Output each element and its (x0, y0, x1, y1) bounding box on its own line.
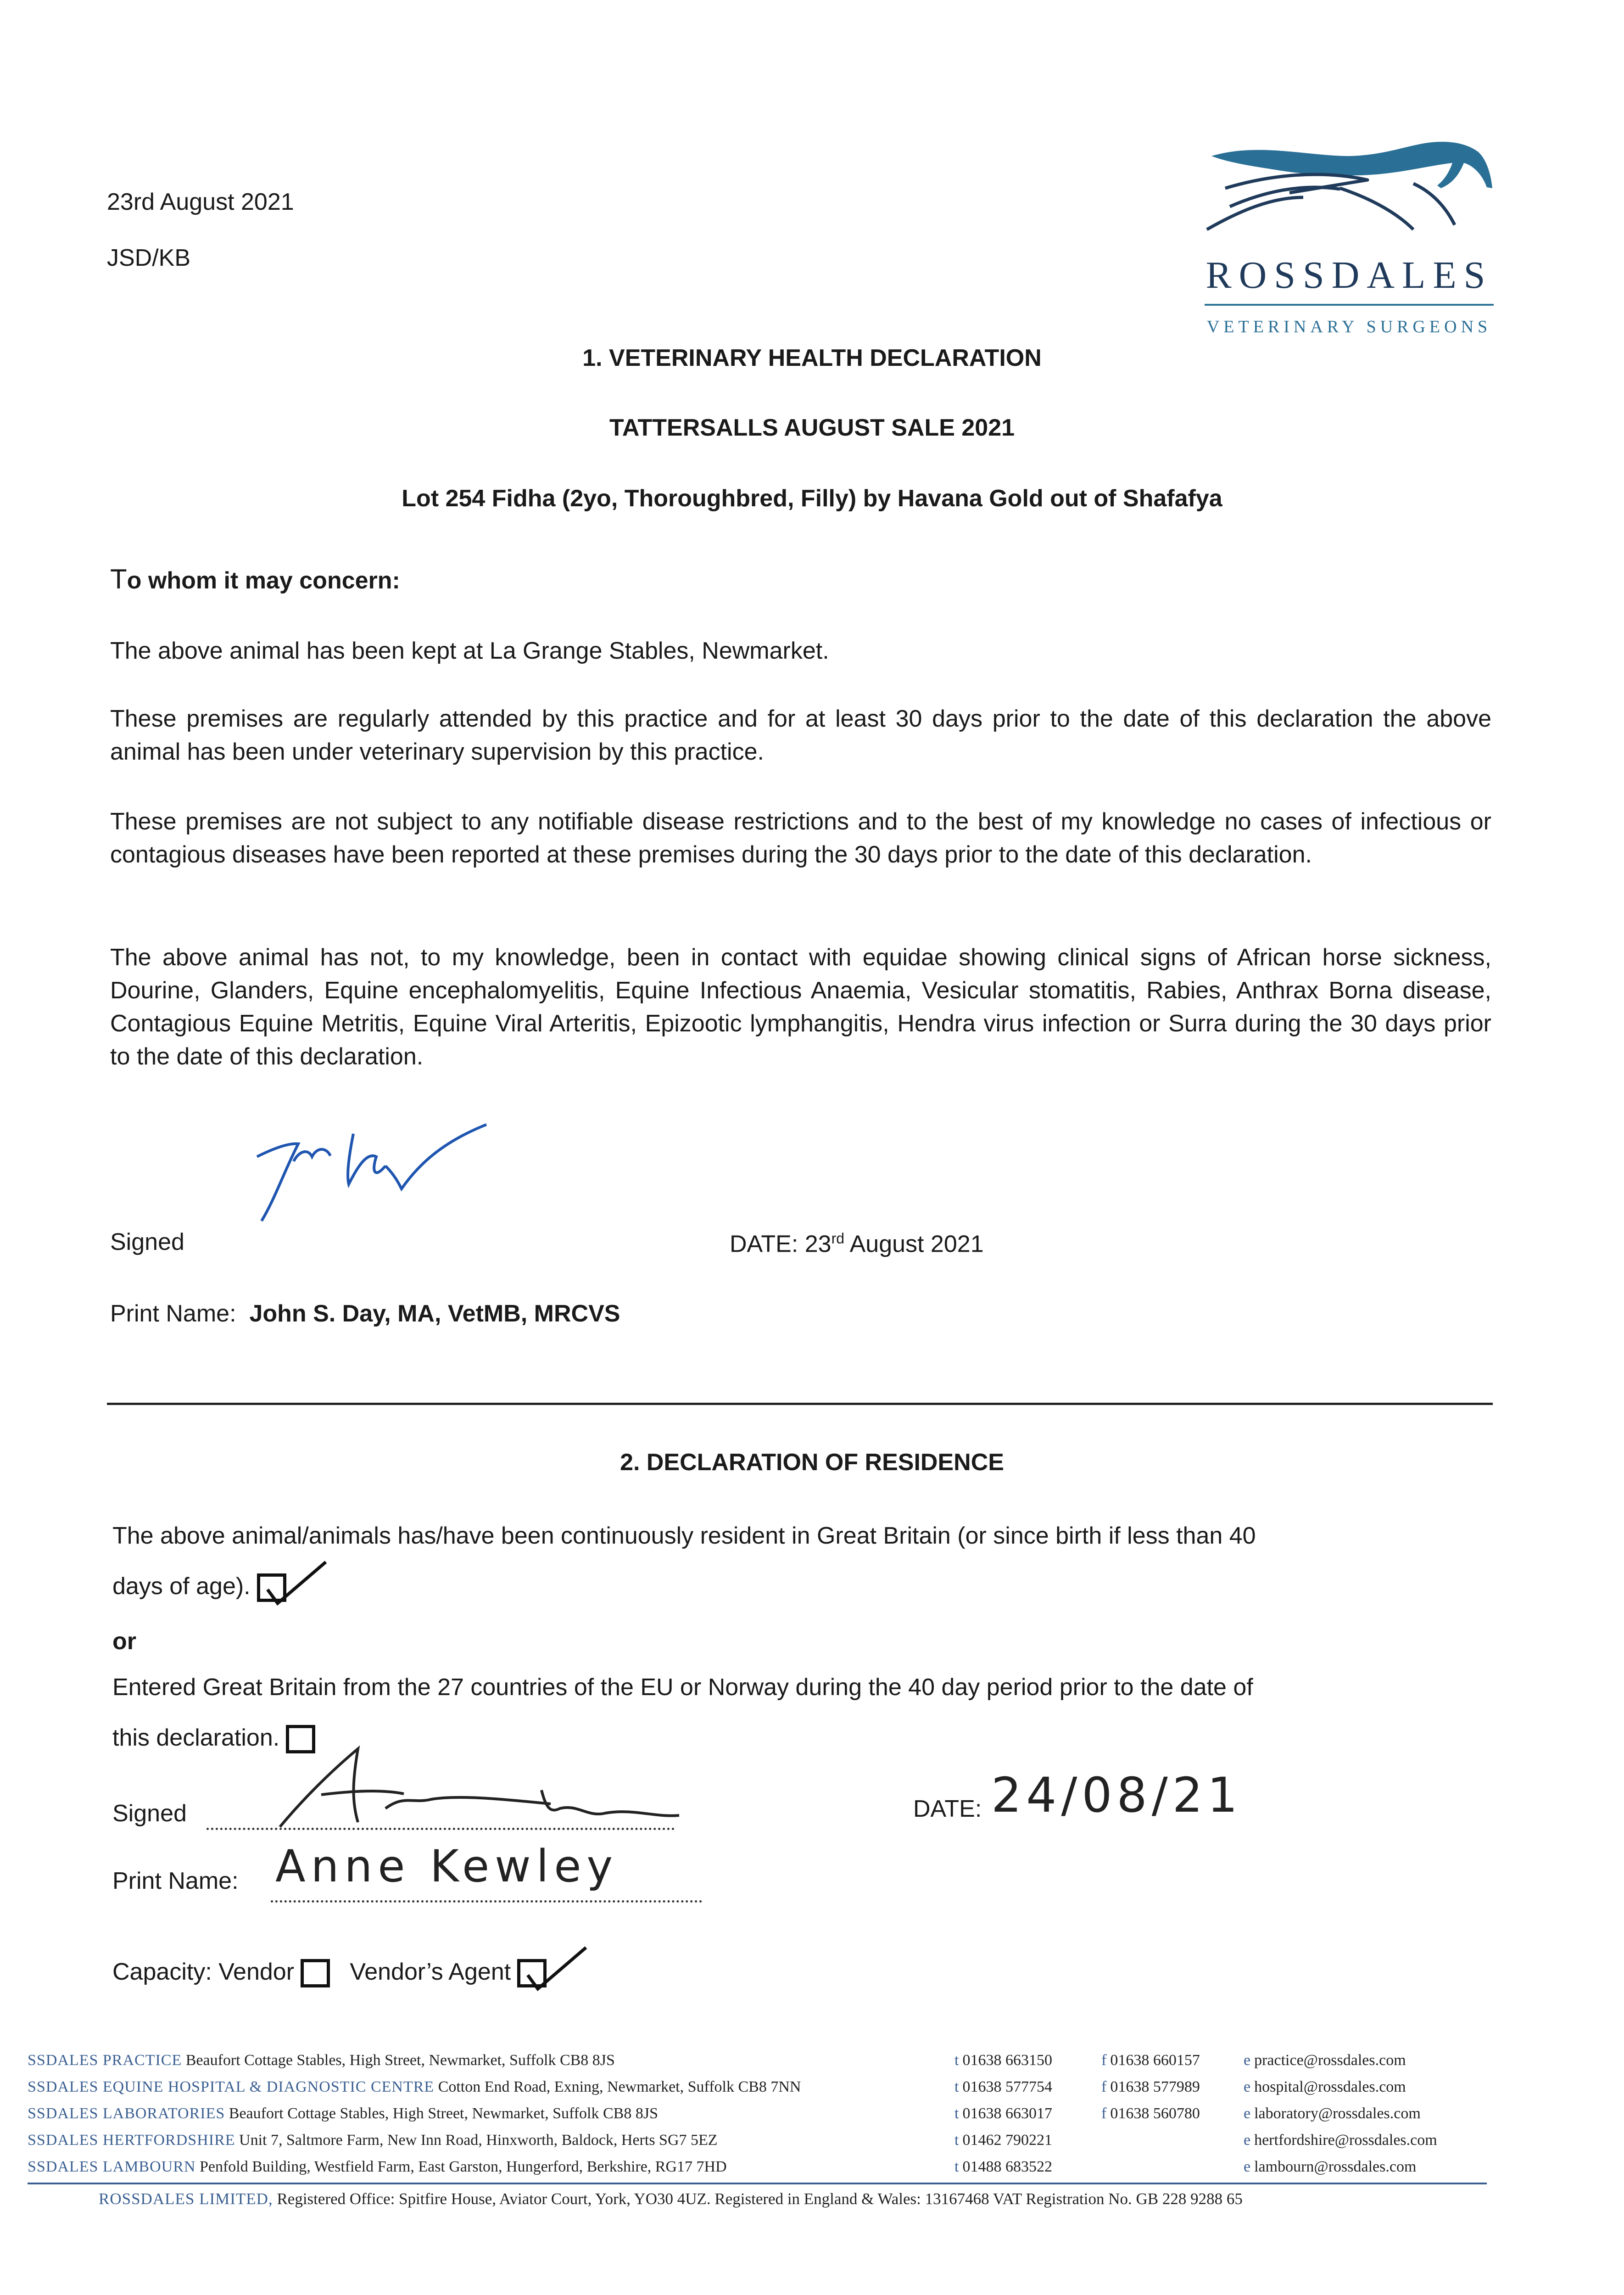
signed-label-1: Signed (110, 1229, 184, 1255)
email[interactable]: e lambourn@rossdales.com (1244, 2158, 1417, 2175)
fax: f 01638 560780 (1101, 2105, 1200, 2122)
or-label: or (112, 1628, 136, 1655)
salutation-text: o whom it may concern: (127, 567, 400, 594)
capacity-row (112, 1955, 547, 1988)
checkmark-icon (524, 1943, 588, 1993)
fax: f 01638 660157 (1101, 2052, 1200, 2069)
horse-logo-icon (1202, 138, 1496, 248)
salutation-initial: T (110, 564, 127, 594)
registered-text: Registered Office: Spitfire House, Aviator Court, York, YO30 4UZ. Registered in England & Wales: 13167468 VAT Registration No. GB 228 9288 65 (277, 2190, 1243, 2208)
brand-name: ROSSDALES (1205, 254, 1493, 297)
paragraph-1: The above animal has been kept at La Grange Stables, Newmarket. (110, 638, 829, 664)
vendor-signature (266, 1740, 698, 1831)
office-name: SSDALES LAMBOURN (28, 2158, 196, 2175)
email[interactable]: e laboratory@rossdales.com (1244, 2105, 1421, 2122)
office-address: Penfold Building, Westfield Farm, East Garston, Hungerford, Berkshire, RG17 7HD (199, 2158, 727, 2175)
option1-text-line2: days of age). (112, 1573, 251, 1600)
paragraph-3: These premises are not subject to any notifiable disease restrictions and to the best of my knowledge no cases of infectious or contagious diseases have been reported at these premises during the 30 days prior to the date of this declaration. (110, 808, 1491, 868)
email[interactable]: e hospital@rossdales.com (1244, 2078, 1406, 2095)
letter-date: 23rd August 2021 (107, 189, 294, 215)
footer-divider (28, 2183, 1487, 2184)
paragraph-2: These premises are regularly attended by this practice and for at least 30 days prior to the date of this declaration the above animal has been under veterinary supervision by this practice. (110, 705, 1491, 765)
section1-heading: 1. VETERINARY HEALTH DECLARATION (582, 345, 1042, 371)
footer-row (28, 2154, 945, 2180)
footer-row (28, 2074, 945, 2100)
email[interactable]: e practice@rossdales.com (1244, 2052, 1406, 2069)
option1-text-line1: The above animal/animals has/have been continuously resident in Great Britain (or since birth if less than 40 (112, 1523, 1256, 1549)
print-name-2-label: Print Name: (112, 1868, 239, 1894)
option2-text-line1: Entered Great Britain from the 27 countries of the EU or Norway during the 40 day period prior to the date of (112, 1674, 1253, 1701)
date-1-label: DATE: 23 (730, 1231, 832, 1258)
option1-row (112, 1570, 286, 1603)
footer-row (28, 2047, 945, 2074)
print-name-1 (110, 1297, 620, 1330)
vet-signature (248, 1115, 505, 1235)
phone: t 01638 663150 (954, 2052, 1052, 2069)
office-address: Unit 7, Saltmore Farm, New Inn Road, Hinxworth, Baldock, Herts SG7 5EZ (239, 2132, 718, 2149)
date-2-label: DATE: (913, 1796, 982, 1822)
option2-text-line2: this declaration. (112, 1724, 280, 1751)
vendor-checkbox[interactable] (301, 1959, 330, 1987)
option1-checkbox[interactable] (257, 1573, 286, 1602)
office-name: SSDALES LABORATORIES (28, 2105, 225, 2122)
footer-offices (28, 2047, 1496, 2185)
print-name-2-value: Anne Kewley (275, 1841, 619, 1892)
checkmark-icon (264, 1557, 328, 1608)
section-divider (107, 1403, 1493, 1405)
office-name: SSDALES PRACTICE (28, 2052, 182, 2069)
office-name: SSDALES HERTFORDSHIRE (28, 2132, 235, 2149)
print-name-2 (112, 1864, 239, 1898)
date-1-rest: August 2021 (844, 1231, 984, 1258)
office-address: Cotton End Road, Exning, Newmarket, Suffolk CB8 7NN (438, 2078, 801, 2095)
salutation (110, 563, 400, 597)
registered-name: ROSSDALES LIMITED, (99, 2190, 273, 2208)
rossdales-logo (1202, 138, 1496, 349)
office-address: Beaufort Cottage Stables, High Street, Newmarket, Suffolk CB8 8JS (229, 2105, 658, 2122)
letter-reference: JSD/KB (107, 245, 191, 271)
paragraph-4: The above animal has not, to my knowledge, been in contact with equidae showing clinical signs of African horse sickness, Dourine, Glanders, Equine encephalomyelitis, Equine Infectious Anaemia, Vesicular stomatitis, Rabies, Anthrax Borna disease, Contagious Equine Metritis, Equine Viral Arteritis, Epizootic lymphangitis, Hendra virus infection or Surra during the 30 days prior to the date of this declaration. (110, 944, 1491, 1070)
date-1 (730, 1222, 984, 1260)
office-address: Beaufort Cottage Stables, High Street, Newmarket, Suffolk CB8 8JS (185, 2052, 615, 2069)
footer-row (28, 2100, 945, 2127)
phone: t 01488 683522 (954, 2158, 1052, 2175)
brand-divider (1205, 304, 1494, 306)
date-1-sup: rd (831, 1230, 845, 1247)
registered-office (99, 2186, 1243, 2212)
date-2-value: 24/08/21 (991, 1767, 1243, 1823)
print-name-1-label: Print Name: (110, 1300, 236, 1327)
email[interactable]: e hertfordshire@rossdales.com (1244, 2132, 1437, 2149)
section1-subheading: TATTERSALLS AUGUST SALE 2021 (609, 414, 1015, 441)
vendor-agent-checkbox[interactable] (517, 1959, 547, 1987)
phone: t 01638 663017 (954, 2105, 1052, 2122)
capacity-label: Capacity: Vendor (112, 1959, 295, 1985)
brand-tagline: VETERINARY SURGEONS (1206, 317, 1492, 336)
footer-row (28, 2127, 945, 2154)
phone: t 01462 790221 (954, 2132, 1052, 2149)
vendor-agent-label: Vendor’s Agent (350, 1959, 511, 1985)
fax: f 01638 577989 (1101, 2078, 1200, 2095)
print-name-1-value: John S. Day, MA, VetMB, MRCVS (249, 1300, 620, 1327)
phone: t 01638 577754 (954, 2078, 1052, 2095)
office-name: SSDALES EQUINE HOSPITAL & DIAGNOSTIC CENTRE (28, 2078, 435, 2095)
lot-description: Lot 254 Fidha (2yo, Thoroughbred, Filly) by Havana Gold out of Shafafya (402, 485, 1222, 512)
section2-heading: 2. DECLARATION OF RESIDENCE (620, 1449, 1004, 1476)
signed-label-2: Signed (112, 1800, 187, 1827)
